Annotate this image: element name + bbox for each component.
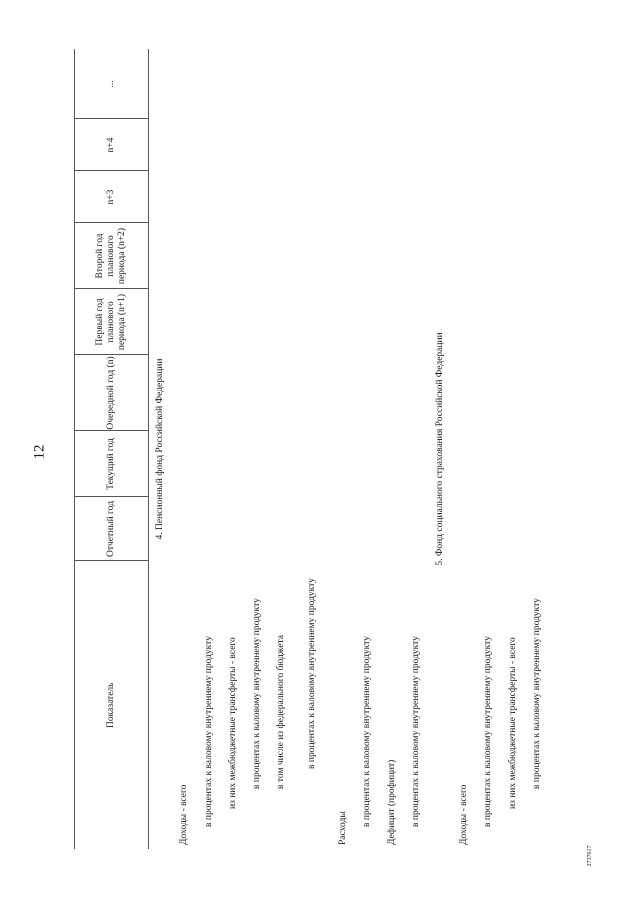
table-row — [356, 49, 380, 849]
value-cell — [269, 119, 293, 171]
value-cell — [269, 497, 293, 561]
page-number: 12 — [31, 444, 48, 460]
value-cell — [221, 119, 245, 171]
value-cell — [525, 49, 549, 119]
value-cell — [197, 355, 221, 431]
value-cell — [501, 355, 525, 431]
value-cell — [453, 223, 477, 289]
value-cell — [269, 171, 293, 223]
value-cell — [501, 171, 525, 223]
row-label: в том числе из федерального бюджета — [276, 635, 287, 789]
table-row — [197, 49, 221, 849]
section-title: 5. Фонд социального страхования Российской Федерации — [435, 332, 445, 566]
table-row — [477, 49, 501, 849]
row-label: в процентах к валовому внутреннему продукту — [251, 598, 262, 789]
value-cell — [404, 49, 428, 119]
value-cell — [197, 49, 221, 119]
value-cell — [477, 289, 501, 355]
value-cell — [197, 223, 221, 289]
value-cell — [525, 119, 549, 171]
value-cell — [453, 497, 477, 561]
value-cell — [173, 289, 197, 355]
indicators-table — [74, 49, 549, 849]
value-cell — [404, 171, 428, 223]
column-header: n+4 — [75, 119, 149, 171]
value-cell — [453, 171, 477, 223]
row-label: Дефицит (профицит) — [386, 759, 397, 845]
rotated-table-container — [74, 49, 554, 849]
value-cell — [269, 289, 293, 355]
table-row — [404, 49, 428, 849]
value-cell — [173, 119, 197, 171]
value-cell — [477, 497, 501, 561]
table-row — [453, 49, 477, 849]
value-cell — [501, 119, 525, 171]
value-cell — [269, 431, 293, 497]
value-cell — [525, 171, 549, 223]
column-header: Отчетный год — [75, 497, 149, 561]
value-cell — [221, 431, 245, 497]
value-cell — [197, 171, 221, 223]
value-cell — [501, 431, 525, 497]
column-header: Текущий год — [75, 431, 149, 497]
row-label: в процентах к валовому внутреннему продукту — [362, 636, 373, 827]
value-cell — [245, 431, 269, 497]
value-cell — [380, 171, 404, 223]
value-cell — [221, 223, 245, 289]
row-label: из них межбюджетные трансферты - всего — [227, 637, 238, 809]
value-cell — [269, 223, 293, 289]
value-cell — [332, 223, 356, 289]
value-cell — [173, 355, 197, 431]
header-row — [75, 49, 149, 849]
table-row — [294, 49, 332, 849]
column-header: ... — [75, 49, 149, 119]
value-cell — [197, 497, 221, 561]
table-row — [525, 49, 549, 849]
value-cell — [332, 289, 356, 355]
value-cell — [356, 223, 380, 289]
value-cell — [173, 171, 197, 223]
value-cell — [453, 119, 477, 171]
table-row — [501, 49, 525, 849]
value-cell — [197, 431, 221, 497]
value-cell — [501, 497, 525, 561]
value-cell — [245, 49, 269, 119]
value-cell — [501, 49, 525, 119]
value-cell — [477, 223, 501, 289]
value-cell — [356, 289, 380, 355]
table-row — [269, 49, 293, 849]
value-cell — [404, 289, 428, 355]
value-cell — [173, 49, 197, 119]
document-code: 2737617 — [587, 845, 593, 867]
row-label: в процентах к валовому внутреннему продукту — [203, 636, 214, 827]
value-cell — [356, 431, 380, 497]
value-cell — [245, 497, 269, 561]
value-cell — [294, 431, 332, 497]
value-cell — [245, 171, 269, 223]
value-cell — [404, 355, 428, 431]
value-cell — [453, 49, 477, 119]
value-cell — [477, 171, 501, 223]
value-cell — [332, 497, 356, 561]
table-row — [173, 49, 197, 849]
value-cell — [197, 289, 221, 355]
column-header: Первый год планового периода (n+1) — [75, 289, 149, 355]
value-cell — [477, 49, 501, 119]
table-body — [149, 49, 550, 849]
value-cell — [380, 49, 404, 119]
value-cell — [380, 289, 404, 355]
value-cell — [477, 355, 501, 431]
value-cell — [501, 289, 525, 355]
value-cell — [269, 49, 293, 119]
value-cell — [294, 49, 332, 119]
value-cell — [294, 119, 332, 171]
value-cell — [380, 223, 404, 289]
row-label: в процентах к валовому внутреннему продукту — [531, 598, 542, 789]
value-cell — [332, 49, 356, 119]
value-cell — [294, 355, 332, 431]
value-cell — [294, 223, 332, 289]
value-cell — [525, 431, 549, 497]
value-cell — [269, 355, 293, 431]
value-cell — [477, 119, 501, 171]
value-cell — [380, 431, 404, 497]
column-header: n+3 — [75, 171, 149, 223]
value-cell — [525, 223, 549, 289]
value-cell — [501, 223, 525, 289]
section-title: 4. Пенсионный фонд Российской Федерации — [155, 358, 166, 540]
value-cell — [453, 431, 477, 497]
row-label: Расходы — [338, 811, 349, 845]
value-cell — [173, 223, 197, 289]
value-cell — [525, 355, 549, 431]
value-cell — [356, 49, 380, 119]
row-label: в процентах к валовому внутреннему продукту — [410, 636, 421, 827]
value-cell — [356, 171, 380, 223]
row-label: Доходы - всего — [459, 784, 470, 845]
value-cell — [453, 355, 477, 431]
row-label: Доходы - всего — [179, 784, 190, 845]
value-cell — [245, 355, 269, 431]
column-header: Показатель — [75, 561, 149, 849]
column-header: Второй год планового периода (n+2) — [75, 223, 149, 289]
column-header: Очередной год (n) — [75, 355, 149, 431]
value-cell — [294, 289, 332, 355]
value-cell — [525, 497, 549, 561]
value-cell — [404, 497, 428, 561]
value-cell — [197, 119, 221, 171]
value-cell — [380, 355, 404, 431]
value-cell — [332, 355, 356, 431]
row-label: в процентах к валовому внутреннему продукту — [306, 578, 317, 769]
row-label: в процентах к валовому внутреннему продукту — [483, 636, 494, 827]
value-cell — [245, 119, 269, 171]
value-cell — [332, 431, 356, 497]
value-cell — [221, 171, 245, 223]
value-cell — [173, 497, 197, 561]
value-cell — [380, 497, 404, 561]
value-cell — [221, 355, 245, 431]
table-row — [221, 49, 245, 849]
value-cell — [221, 289, 245, 355]
section-row — [428, 49, 452, 849]
table-row — [380, 49, 404, 849]
value-cell — [356, 119, 380, 171]
value-cell — [332, 171, 356, 223]
value-cell — [404, 119, 428, 171]
value-cell — [453, 289, 477, 355]
value-cell — [245, 289, 269, 355]
value-cell — [477, 431, 501, 497]
value-cell — [173, 431, 197, 497]
value-cell — [404, 223, 428, 289]
value-cell — [245, 223, 269, 289]
value-cell — [380, 119, 404, 171]
value-cell — [221, 49, 245, 119]
value-cell — [221, 497, 245, 561]
value-cell — [404, 431, 428, 497]
table-row — [332, 49, 356, 849]
value-cell — [356, 497, 380, 561]
section-row — [149, 49, 173, 849]
value-cell — [294, 497, 332, 561]
table-row — [245, 49, 269, 849]
value-cell — [525, 289, 549, 355]
value-cell — [356, 355, 380, 431]
row-label: из них межбюджетные трансферты - всего — [507, 637, 518, 809]
value-cell — [332, 119, 356, 171]
value-cell — [294, 171, 332, 223]
